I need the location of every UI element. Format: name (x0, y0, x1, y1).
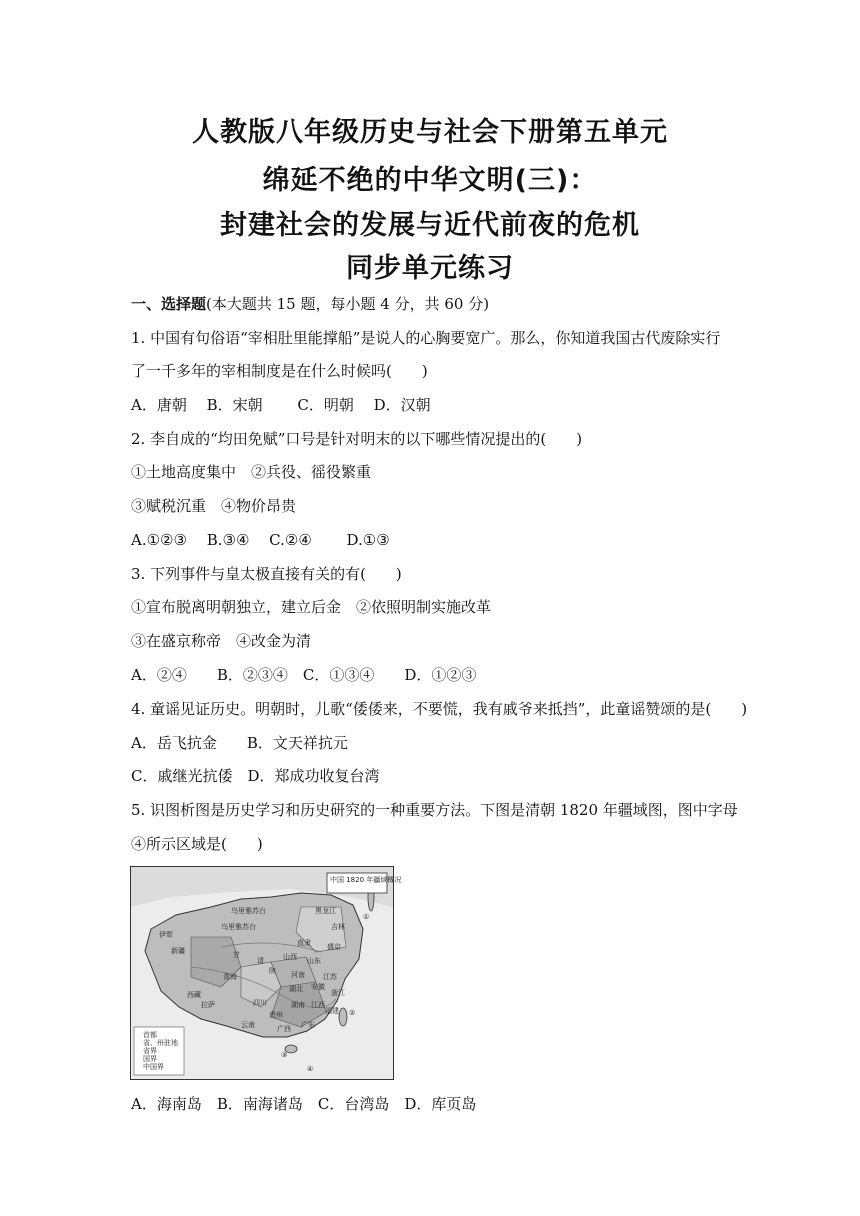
q5-line-1: 5. 识图析图是历史学习和历史研究的一种重要方法。下图是清朝 1820 年疆域图，图中字母 (131, 801, 738, 819)
title-line-2: 绵延不绝的中华文明(三)： (262, 165, 598, 196)
map-label: 江西 (311, 1001, 325, 1009)
map-label: 贵州 (269, 1011, 283, 1019)
map-label: 湖北 (289, 985, 303, 993)
taiwan-island-shape (339, 1008, 347, 1026)
section-title: 一、选择题 (131, 295, 207, 313)
q3-options: A．②④ B．②③④ C．①③④ D．①②③ (131, 666, 477, 684)
q2-line-3: ③赋税沉重 ④物价昂贵 (131, 497, 297, 515)
q1-line-2: 了一千多年的宰相制度是在什么时候吗( ) (131, 362, 428, 380)
q2-options: A.①②③ B.③④ C.②④ D.①③ (131, 531, 390, 549)
qing-1820-territory-map (130, 866, 402, 1080)
inset-note: 中国 1820 年疆域概况 (330, 876, 402, 884)
map-label: 山西 (283, 953, 297, 961)
map-label: 黑龙江 (315, 907, 336, 915)
map-label: 浙江 (331, 989, 345, 997)
map-marker: ① (363, 913, 370, 921)
q4-options-1: A．岳飞抗金 B．文天祥抗元 (131, 734, 348, 752)
map-marker: ② (349, 1009, 356, 1017)
map-label: 甘 (233, 951, 240, 959)
map-label: 陕 (269, 967, 276, 975)
q3-line-3: ③在盛京称帝 ④改金为清 (131, 632, 312, 650)
map-label: 新疆 (171, 947, 185, 955)
q3-line-2: ①宣布脱离明朝独立，建立后金 ②依照明制实施改革 (131, 598, 492, 616)
legend-item: 省、州驻地 (143, 1039, 178, 1047)
map-label: 直隶 (297, 939, 311, 947)
map-label: 四川 (253, 999, 267, 1007)
title-line-4: 同步单元练习 (346, 253, 514, 284)
q5-line-2: ④所示区域是( ) (131, 835, 263, 853)
map-label: 西藏 (187, 991, 201, 999)
map-label: 江苏 (323, 973, 337, 981)
q1-line-1: 1. 中国有句俗语“宰相肚里能撑船”是说人的心胸要宽广。那么，你知道我国古代废除实行 (131, 329, 721, 347)
map-label: 乌里雅苏台 (231, 907, 266, 915)
legend-item: 首都 (143, 1031, 157, 1039)
map-label: 乌里雅苏台 (221, 923, 256, 931)
title-line-3: 封建社会的发展与近代前夜的危机 (220, 210, 640, 241)
title-line-1: 人教版八年级历史与社会下册第五单元 (192, 117, 668, 148)
map-label: 青海 (223, 973, 237, 981)
map-label: 山东 (307, 957, 321, 965)
map-marker: ③ (281, 1051, 288, 1059)
q2-line-2: ①土地高度集中 ②兵役、徭役繁重 (131, 463, 372, 481)
map-label: 湖南 (291, 1001, 305, 1009)
map-label: 广西 (277, 1025, 291, 1033)
map-label: 河南 (291, 971, 305, 979)
map-label: 盛京 (327, 943, 341, 951)
map-label: 广东 (301, 1021, 315, 1029)
map-label: 伊犁 (159, 931, 173, 939)
q4-options-2: C．戚继光抗倭 D．郑成功收复台湾 (131, 767, 380, 785)
q5-options: A．海南岛 B．南海诸岛 C．台湾岛 D．库页岛 (131, 1095, 477, 1113)
legend-item: 省界 (143, 1047, 157, 1055)
map-label: 福建 (325, 1007, 339, 1015)
legend-item: 国界 (143, 1055, 157, 1063)
map-label: 清 (257, 957, 264, 965)
map-label: 安徽 (311, 983, 325, 991)
q3-line-1: 3. 下列事件与皇太极直接有关的有( ) (131, 565, 402, 583)
q4-line-1: 4. 童谣见证历史。明朝时，儿歌“倭倭来，不要慌，我有戚爷来抵挡”，此童谣赞颂的是( ) (131, 700, 748, 718)
legend-item: 中国界 (143, 1063, 164, 1071)
section-heading (131, 293, 489, 314)
map-label: 拉萨 (201, 1001, 215, 1009)
q2-line-1: 2. 李自成的“均田免赋”口号是针对明末的以下哪些情况提出的( ) (131, 430, 583, 448)
map-marker: ④ (307, 1065, 314, 1073)
map-graphic (131, 867, 402, 1079)
map-label: 吉林 (331, 923, 345, 931)
q1-options: A．唐朝 B．宋朝 C．明朝 D．汉朝 (131, 396, 431, 414)
map-label: 云南 (241, 1021, 255, 1029)
section-note: (本大题共 15 题，每小题 4 分，共 60 分) (206, 295, 490, 313)
